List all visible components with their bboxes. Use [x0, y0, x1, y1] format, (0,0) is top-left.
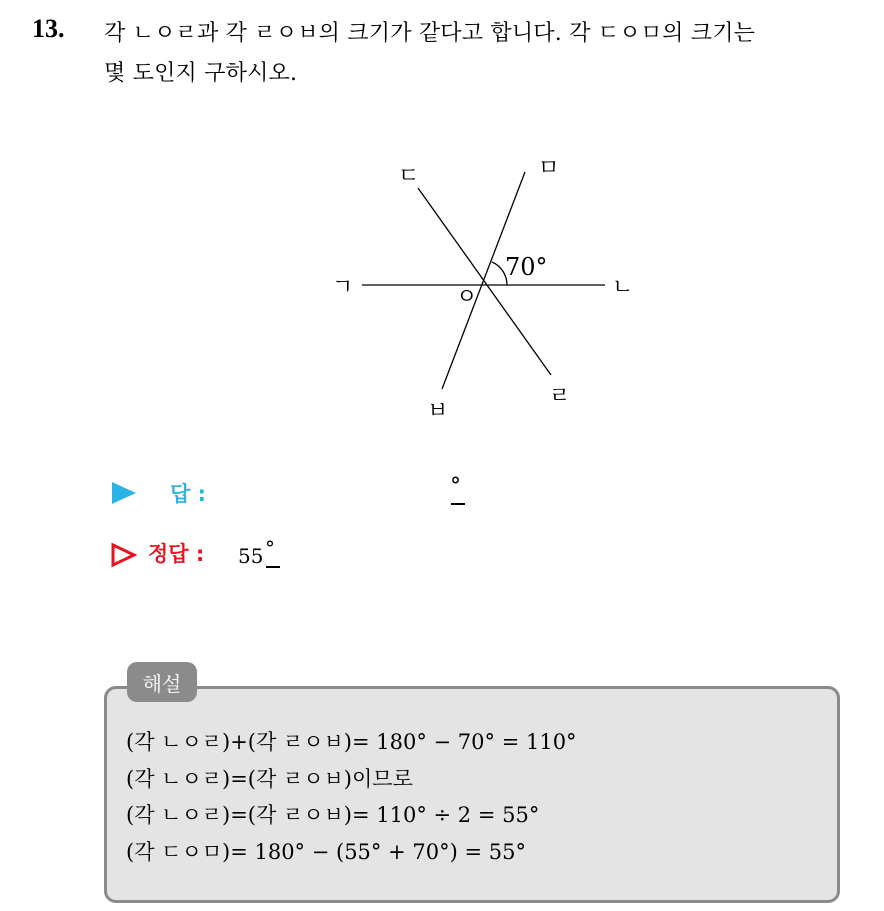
answer-underline	[451, 503, 465, 505]
question-text-line-2: 몇 도인지 구하시오.	[104, 61, 298, 86]
angle-label: 70°	[505, 253, 548, 281]
label-b: ㅂ	[427, 399, 449, 424]
explanation-line-1: (각 ㄴㅇㄹ)+(각 ㄹㅇㅂ)= 180° − 70° = 110°	[126, 730, 577, 754]
question-text-line-1: 각 ㄴㅇㄹ과 각 ㄹㅇㅂ의 크기가 같다고 합니다. 각 ㄷㅇㅁ의 크기는	[104, 21, 756, 46]
label-g: ㄱ	[332, 275, 354, 300]
answer-row	[110, 476, 610, 512]
correct-answer-unit: °	[265, 536, 275, 560]
correct-answer-row	[110, 536, 610, 572]
correct-answer-underline	[266, 566, 280, 568]
explanation-text	[126, 724, 577, 870]
answer-label: 답 :	[170, 482, 206, 506]
explanation-line-2: (각 ㄴㅇㄹ)=(각 ㄹㅇㅂ)이므로	[126, 766, 413, 791]
explanation-tab: 해설	[127, 662, 197, 702]
answer-input[interactable]	[450, 474, 461, 499]
answer-unit: °	[450, 474, 461, 499]
explanation-line-4: (각 ㄷㅇㅁ)= 180° − (55° + 70°) = 55°	[126, 839, 526, 864]
answer-marker-icon	[110, 480, 138, 506]
correct-answer-value: 55	[238, 544, 264, 568]
label-r: ㄹ	[549, 384, 571, 409]
explanation-line-3: (각 ㄴㅇㄹ)=(각 ㄹㅇㅂ)= 110° ÷ 2 = 55°	[126, 803, 540, 827]
line-d-r	[418, 188, 551, 375]
correct-marker-icon	[110, 542, 138, 568]
label-d: ㄷ	[398, 164, 420, 189]
correct-answer-label: 정답 :	[148, 542, 205, 566]
question-number: 13.	[32, 14, 65, 43]
label-m: ㅁ	[538, 156, 560, 181]
correct-answer-unit-wrap	[265, 536, 275, 560]
label-n: ㄴ	[612, 275, 634, 300]
label-o: ㅇ	[456, 285, 478, 310]
